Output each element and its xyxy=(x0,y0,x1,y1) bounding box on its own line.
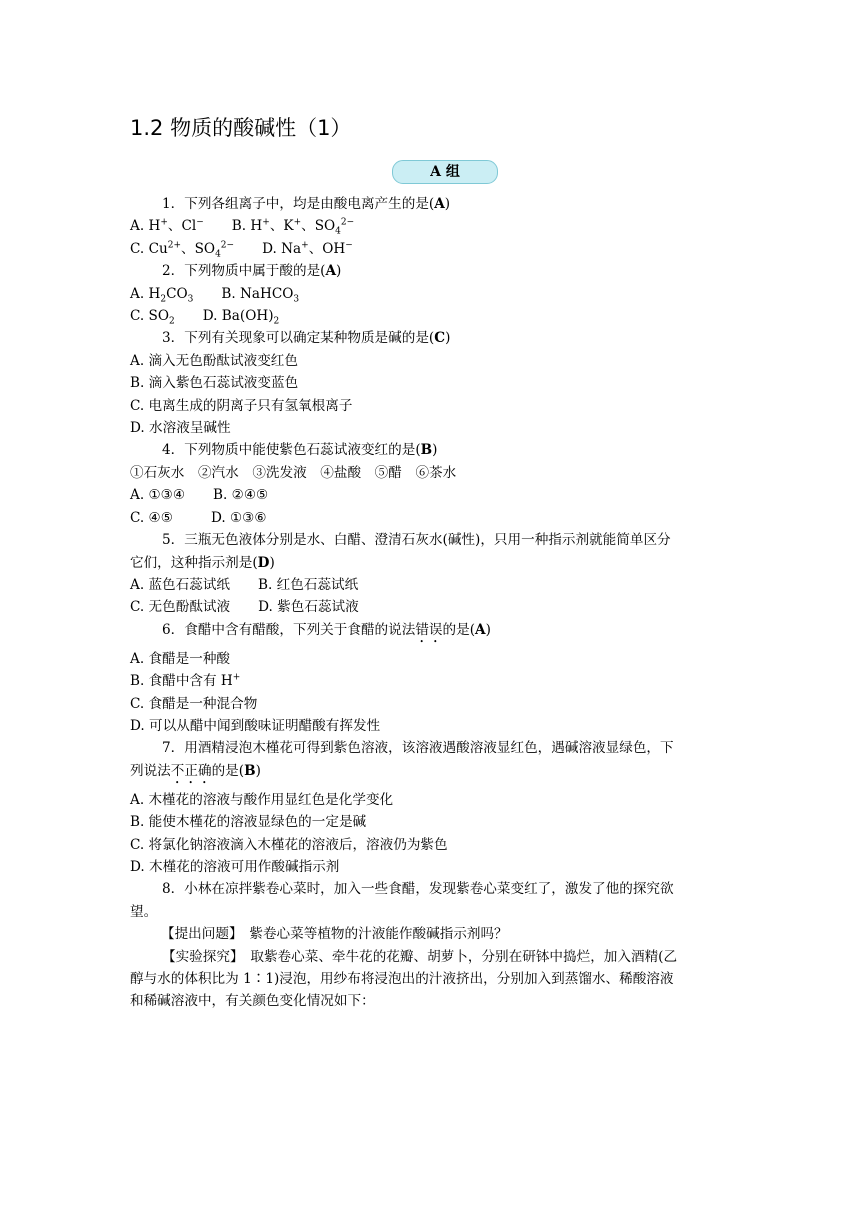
charge: + xyxy=(160,217,168,228)
option-row: A. $H_2CO_3$ B. NaHCO$_3$ xyxy=(130,285,300,305)
charge: 2+ xyxy=(167,240,181,251)
question-7: 7．用酒精浸泡木槿花可得到紫色溶液，该溶液遇酸溶液显红色，遇碱溶液显绿色，下 xyxy=(162,740,674,757)
option-b: B. 能使木槿花的溶液显绿色的一定是碱 xyxy=(130,814,367,831)
item-list: ①石灰水 ②汽水 ③洗发液 ④盐酸 ⑤醋 ⑥茶水 xyxy=(130,464,457,481)
ion: OH xyxy=(322,240,346,257)
ion: SO xyxy=(314,218,336,235)
option-a: A. 蓝色石蕊试纸 xyxy=(130,576,231,593)
option-a: A. ①③④ xyxy=(130,487,186,504)
ion: SO xyxy=(194,240,216,257)
option-d: D. 木槿花的溶液可用作酸碱指示剂 xyxy=(130,858,340,875)
question-stem: 的是( xyxy=(442,621,476,638)
subscript: 4 xyxy=(215,249,221,260)
bracket: ) xyxy=(269,554,275,571)
option-c: C. 食醋是一种混合物 xyxy=(130,695,258,712)
option-d: D. 水溶液呈碱性 xyxy=(130,420,231,437)
bracket: ) xyxy=(485,621,491,638)
paragraph-experiment-cont: 和稀碱溶液中，有关颜色变化情况如下： xyxy=(130,993,375,1010)
charge: − xyxy=(196,217,204,228)
answer: A xyxy=(325,263,337,280)
sep: 、 xyxy=(308,240,323,257)
option-row xyxy=(130,507,732,529)
question-stem: 1．下列各组离子中，均是由酸电离产生的是( xyxy=(162,196,435,212)
question-8: 8．小林在凉拌紫卷心菜时，加入一些食醋，发现紫卷心菜变红了，激发了他的探究欲 xyxy=(162,881,674,898)
option-d: D. 紫色石蕊试液 xyxy=(258,599,359,616)
option-row: A. H+、Cl− B. H+、K+、$SO_4^{2-}$ xyxy=(130,217,355,238)
option-row xyxy=(130,574,732,596)
sep: 、 xyxy=(181,240,195,257)
option-a: A. H xyxy=(130,285,161,302)
question-stem: 4．下列物质中能使紫色石蕊试液变红的是( xyxy=(162,442,421,459)
option-row: C. $Cu^{2+}$、$SO_4^{2-}$ D. Na+、OH− xyxy=(130,240,353,260)
subscript: 3 xyxy=(293,294,300,305)
question-stem: 2．下列物质中属于酸的是( xyxy=(162,263,326,280)
question-7-cont xyxy=(130,760,732,787)
option-b: B. 滴入紫色石蕊试液变蓝色 xyxy=(130,375,299,392)
question-3 xyxy=(162,327,732,349)
answer: B xyxy=(244,762,256,779)
answer: A xyxy=(434,196,445,212)
question-stem: 6．食醋中含有醋酸，下列关于食醋的说法 xyxy=(162,621,416,638)
option-c: C. 将氯化钠溶液滴入木槿花的溶液后，溶液仍为紫色 xyxy=(130,836,448,853)
emphasis-not-correct: 不正确 xyxy=(170,762,212,779)
bracket: ) xyxy=(255,762,261,779)
charge: 2− xyxy=(340,217,355,228)
bracket: ) xyxy=(445,330,451,347)
bracket: ) xyxy=(336,263,342,280)
question-5: 5．三瓶无色液体分别是水、白醋、澄清石灰水(碱性)，只用一种指示剂就能简单区分 xyxy=(162,532,671,549)
option-c: C. 电离生成的阴离子只有氢氧根离子 xyxy=(130,397,353,414)
question-2 xyxy=(162,260,732,282)
option-b-row xyxy=(130,670,732,692)
charge: − xyxy=(345,240,353,251)
question-stem: 的是( xyxy=(211,762,245,779)
paragraph-question: 【提出问题】 紫卷心菜等植物的汁液能作酸碱指示剂吗？ xyxy=(161,926,508,943)
ion: H xyxy=(250,218,263,235)
bracket: ) xyxy=(444,196,451,212)
option-row xyxy=(130,484,732,506)
group-badge: A 组 xyxy=(392,160,498,184)
charge: + xyxy=(301,240,309,251)
question-stem: 列说法 xyxy=(130,762,171,779)
sep: 、 xyxy=(301,218,315,235)
subscript: 2 xyxy=(169,316,175,327)
option-d: D. ①③⑥ xyxy=(210,509,267,526)
sep: 、 xyxy=(167,218,182,235)
ion: H xyxy=(148,218,161,235)
question-5-cont xyxy=(130,552,732,574)
option-b: B. 红色石蕊试纸 xyxy=(258,576,359,593)
charge: 2− xyxy=(220,240,235,251)
option-b: B. 食醋中含有 H xyxy=(130,673,233,690)
question-stem: 它们，这种指示剂是( xyxy=(130,554,258,571)
option-c: C. ④⑤ xyxy=(130,509,173,526)
answer: A xyxy=(475,621,486,638)
answer: B xyxy=(420,442,433,459)
paragraph-experiment: 【实验探究】 取紫卷心菜、牵牛花的花瓣、胡萝卜，分别在研钵中捣烂，加入酒精(乙 xyxy=(162,948,678,965)
question-8-cont: 望。 xyxy=(130,903,158,920)
charge: + xyxy=(262,217,270,228)
option-b: B. NaHCO xyxy=(221,285,294,302)
option-a: A. 木槿花的溶液与酸作用显红色是化学变化 xyxy=(130,791,394,808)
answer: D xyxy=(257,554,270,571)
option-c: C. SO xyxy=(130,308,170,325)
charge: + xyxy=(293,217,302,228)
option-row xyxy=(130,596,732,618)
option-a: A. 食醋是一种酸 xyxy=(130,650,231,667)
sep: 、 xyxy=(269,218,284,235)
ion: Na xyxy=(281,240,302,257)
option-a-formula: CO xyxy=(166,285,188,302)
option-b: B. ②④⑤ xyxy=(213,487,269,504)
page-title: 1.2 物质的酸碱性（1） xyxy=(130,116,352,140)
subscript: 4 xyxy=(335,227,341,238)
charge: + xyxy=(232,672,241,683)
subscript: 2 xyxy=(273,316,280,327)
option-d: D. 可以从醋中闻到酸味证明醋酸有挥发性 xyxy=(130,717,381,734)
ion: Cl xyxy=(181,218,197,235)
answer: C xyxy=(434,330,446,347)
question-list xyxy=(130,193,732,1013)
ion: Cu xyxy=(148,240,168,257)
emphasis-wrong: 错误 xyxy=(415,621,443,638)
bracket: ) xyxy=(432,442,438,459)
option-d: D. Ba(OH) xyxy=(202,308,274,325)
question-stem: 3．下列有关现象可以确定某种物质是碱的是( xyxy=(162,330,435,347)
option-row xyxy=(130,305,732,327)
ion: K xyxy=(283,218,294,235)
paragraph-experiment-cont: 醇与水的体积比为 1∶1)浸泡，用纱布将浸泡出的汁液挤出，分别加入到蒸馏水、稀酸溶液 xyxy=(130,971,674,987)
question-1 xyxy=(162,193,732,215)
option-c: C. 无色酚酞试液 xyxy=(130,599,231,616)
question-6 xyxy=(162,619,732,646)
option-a: A. 滴入无色酚酞试液变红色 xyxy=(130,352,298,369)
subscript: 3 xyxy=(187,294,194,305)
question-4 xyxy=(162,439,732,461)
